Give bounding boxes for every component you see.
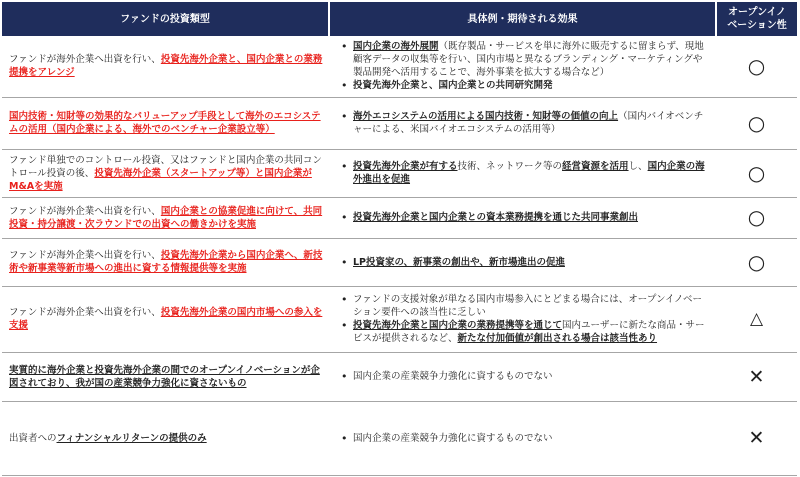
effect-item xyxy=(341,40,710,79)
effects-cell xyxy=(329,197,716,238)
investment-type-cell xyxy=(2,401,329,475)
text-segment: （国内バイオベンチャーによる、米国バイオエコシステムの活用等） xyxy=(353,111,704,135)
investment-type-cell xyxy=(2,149,329,197)
text-segment: ファンドが海外企業へ出資を行い、 xyxy=(9,205,161,217)
open-innovation-cell xyxy=(716,36,797,97)
text-segment: 投資先海外企業が有する xyxy=(353,161,458,172)
open-innovation-cell xyxy=(716,97,797,149)
text-segment: 海外エコシステムの活用による国内技術・知財等の価値の向上 xyxy=(353,111,619,122)
header-open-innovation-line2: ベーション性 xyxy=(727,20,787,31)
text-segment: 国内技術・知財等の効果的なバリューアップ手段として海外のエコシステムの活用（国内企業による、海外でのベンチャー企業設立等） xyxy=(9,111,321,135)
circle-mark: ○ xyxy=(747,249,766,274)
text-segment: 投資先海外企業と、国内企業との業務提携をアレンジ xyxy=(9,54,323,79)
table-row xyxy=(2,197,797,238)
text-segment: 国内企業との協業促進に向けて、共同投資・持分譲渡・次ラウンドでの出資への働きかけを実施 xyxy=(9,205,323,230)
open-innovation-cell xyxy=(716,197,797,238)
effects-cell xyxy=(329,352,716,401)
text-segment: ファンドの支援対象が単なる国内市場参入にとどまる場合には、オープンイノベーション要件への該当性に乏しい xyxy=(353,294,703,318)
open-innovation-cell xyxy=(716,238,797,286)
effect-item xyxy=(341,79,710,92)
header-row xyxy=(2,2,797,36)
text-segment: （既存製品・サービスを単に海外に販売するに留まらず、現地顧客データの収集等を行い、国内市場と異なるブランディング・マーケティングや製品開発へ活用することで、海外事業を拡大する場合など） xyxy=(353,41,704,79)
effects-list xyxy=(341,160,710,186)
effects-cell xyxy=(329,286,716,352)
text-segment: し、 xyxy=(628,161,648,172)
investment-type-cell xyxy=(2,286,329,352)
table-row xyxy=(2,401,797,475)
effects-list xyxy=(341,40,710,92)
circle-mark: ○ xyxy=(747,205,766,229)
open-innovation-cell xyxy=(716,149,797,197)
text-segment: ファンド単独でのコントロール投資、又はファンドと国内企業の共同コントロール投資の後、 xyxy=(9,154,322,179)
text-segment: 国内ユーザーに新たな商品・サービスが提供されるなど、 xyxy=(353,320,705,344)
effect-item xyxy=(341,110,710,136)
text-segment: 投資先海外企業と国内企業の業務提携等を通じて xyxy=(353,320,563,331)
effect-item xyxy=(341,370,710,383)
circle-mark: ○ xyxy=(747,160,766,185)
circle-mark: ○ xyxy=(747,53,766,78)
text-segment: 新たな付加価値が創出される場合は該当性あり xyxy=(457,333,658,344)
cross-mark: ✕ xyxy=(748,427,765,449)
text-segment: ファンドが海外企業へ出資を行い、 xyxy=(9,54,161,66)
open-innovation-cell xyxy=(716,401,797,475)
text-segment: 投資先海外企業から国内企業へ、新技術や新事業等新市場への進出に資する情報提供等を実施 xyxy=(9,250,323,274)
text-segment: 出資者への xyxy=(9,432,57,444)
open-innovation-cell xyxy=(716,352,797,401)
header-open-innovation-line1: オープンイノ xyxy=(728,7,786,18)
table-row xyxy=(2,286,797,352)
investment-type-cell xyxy=(2,352,329,401)
text-segment: 投資先海外企業の国内市場への参入を支援 xyxy=(9,307,323,331)
text-segment: LP投資家の、新事業の創出や、新市場進出の促進 xyxy=(353,256,565,268)
effects-cell xyxy=(329,238,716,286)
text-segment: ファンドが海外企業へ出資を行い、 xyxy=(9,250,161,261)
effects-cell xyxy=(329,149,716,197)
effect-item xyxy=(341,160,710,186)
text-segment: 国内企業の海外展開 xyxy=(353,41,439,53)
header-investment-type: ファンドの投資類型 xyxy=(2,2,329,36)
header-examples-effects: 具体例・期待される効果 xyxy=(329,2,716,36)
effects-cell xyxy=(329,401,716,475)
effects-list xyxy=(341,256,710,269)
circle-mark: ○ xyxy=(747,110,766,135)
effect-item xyxy=(341,211,710,224)
header-open-innovation xyxy=(716,2,797,36)
table-body xyxy=(2,36,797,475)
text-segment: フィナンシャルリターンの提供のみ xyxy=(56,432,207,444)
effects-list xyxy=(341,293,710,345)
effect-item xyxy=(341,256,710,269)
effects-list xyxy=(341,432,710,445)
text-segment: 実質的に海外企業と投資先海外企業の間でのオープンイノベーションが企図されており、我が国の産業競争力強化に資さないもの xyxy=(9,364,320,389)
table-row xyxy=(2,352,797,401)
investment-type-cell xyxy=(2,197,329,238)
effects-cell xyxy=(329,97,716,149)
open-innovation-cell xyxy=(716,286,797,352)
text-segment: ファンドが海外企業へ出資を行い、 xyxy=(9,307,161,318)
investment-type-cell xyxy=(2,36,329,97)
text-segment: 国内企業の海外進出を促進 xyxy=(353,161,705,185)
text-segment: 経営資源を活用 xyxy=(562,161,629,172)
table-row xyxy=(2,97,797,149)
effects-list xyxy=(341,370,710,383)
text-segment: 国内企業の産業競争力強化に資するものでない xyxy=(353,432,553,444)
cross-mark: ✕ xyxy=(748,365,765,388)
table-row xyxy=(2,238,797,286)
investment-type-cell xyxy=(2,97,329,149)
table-row xyxy=(2,149,797,197)
triangle-mark: △ xyxy=(749,309,764,329)
investment-type-cell xyxy=(2,238,329,286)
investment-type-table xyxy=(2,2,797,476)
text-segment: 技術、ネットワーク等の xyxy=(457,161,563,172)
effects-list xyxy=(341,110,710,136)
text-segment: 投資先海外企業（スタートアップ等）と国内企業がM&Aを実施 xyxy=(9,167,312,192)
effects-list xyxy=(341,211,710,224)
table-row xyxy=(2,36,797,97)
text-segment: 投資先海外企業と、国内企業との共同研究開発 xyxy=(353,80,553,92)
effect-item xyxy=(341,319,710,345)
effect-item xyxy=(341,432,710,445)
effect-item xyxy=(341,293,710,319)
text-segment: 国内企業の産業競争力強化に資するものでない xyxy=(353,371,553,382)
effects-cell xyxy=(329,36,716,97)
text-segment: 投資先海外企業と国内企業との資本業務提携を通じた共同事業創出 xyxy=(353,212,639,223)
